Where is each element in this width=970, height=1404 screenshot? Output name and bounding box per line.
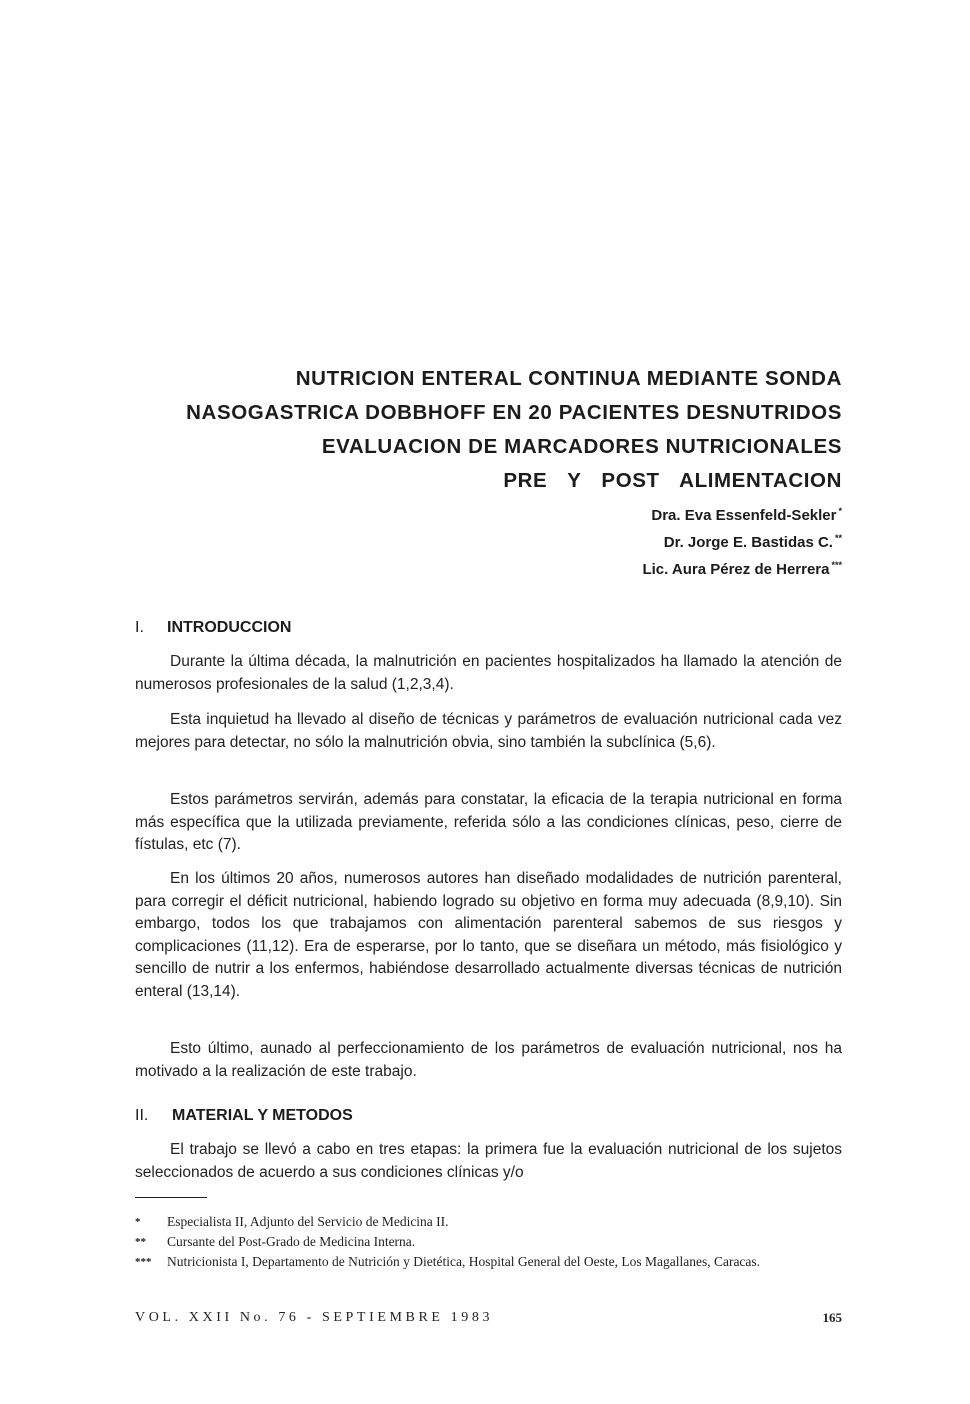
title-line: NASOGASTRICA DOBBHOFF EN 20 PACIENTES DESNUTRIDOS [186,401,842,424]
title-line: NUTRICION ENTERAL CONTINUA MEDIANTE SONDA [295,367,842,390]
paragraph: En los últimos 20 años, numerosos autores han diseñado modalidades de nutrición parenteral, para corregir el déficit nutricional, habiendo logrado su objetivo en forma muy adecuada (8,9,10). Sin embargo, todos los que trabajamos con alimentación parenteral sabemos de sus riesgos y complicaciones (11,12). Era de esperarse, por lo tanto, que se diseñara un método, más fisiológico y sencillo de nutrir a los enfermos, habiéndose desarrollado actualmente diversas técnicas de nutrición enteral (13,14). [135,870,842,1000]
footnote [135,1252,842,1272]
paragraph: El trabajo se llevó a cabo en tres etapas: la primera fue la evaluación nutricional de los sujetos seleccionados de acuerdo a sus condiciones clínicas y/o [135,1141,842,1181]
author-name: Dr. Jorge E. Bastidas C. ** [663,533,842,551]
section-heading-material-y-metodos [135,1107,353,1125]
footnote [135,1232,842,1252]
title-line: EVALUACION DE MARCADORES NUTRICIONALES [321,435,842,458]
author-name: Dra. Eva Essenfeld-Sekler * [651,506,842,524]
author-name: Lic. Aura Pérez de Herrera *** [642,560,842,578]
section-number: I. [135,619,144,636]
footnote-marker: ** [834,533,842,543]
footnote-marker: *** [831,560,842,570]
title-line: PRE Y POST ALIMENTACION [503,469,842,492]
footnote-marker: *** [135,1256,152,1268]
paragraph: Estos parámetros servirán, además para constatar, la eficacia de la terapia nutricional en forma más específica que la utilizada previamente, referida sólo a las condiciones clínicas, peso, cierre de fístulas, etc (7). [135,791,842,854]
footnote-text: Nutricionista I, Departamento de Nutrición y Dietética, Hospital General del Oeste, Los Magallanes, Caracas. [167,1254,761,1269]
author-list [642,500,842,581]
footnote-marker: * [838,506,842,516]
footnote-marker: * [135,1216,141,1228]
page-number: 165 [822,1310,842,1325]
article-title [186,362,842,498]
section-number: II. [135,1107,149,1124]
paragraph: Esta inquietud ha llevado al diseño de técnicas y parámetros de evaluación nutricional cada vez mejores para detectar, no sólo la malnutrición obvia, sino también la subclínica (5,6). [135,711,842,751]
section-heading-introduccion [135,619,291,637]
section-title: INTRODUCCION [167,619,292,636]
footnote-text: Cursante del Post-Grado de Medicina Interna. [167,1234,416,1249]
paragraph: Durante la última década, la malnutrición en pacientes hospitalizados ha llamado la atención de numerosos profesionales de la salud (1,2,3,4). [135,653,842,693]
section-title: MATERIAL Y METODOS [172,1107,353,1124]
footnote-marker: ** [135,1236,146,1248]
footnote-text: Especialista II, Adjunto del Servicio de Medicina II. [167,1214,449,1229]
paragraph: Esto último, aunado al perfeccionamiento de los parámetros de evaluación nutricional, nos ha motivado a la realización de este trabajo. [135,1040,842,1080]
journal-issue: VOL. XXII No. 76 - SEPTIEMBRE 1983 [135,1310,494,1325]
page-footer [135,1310,842,1326]
footnote [135,1212,842,1232]
footnote-separator [135,1197,207,1198]
footnotes [135,1212,842,1272]
